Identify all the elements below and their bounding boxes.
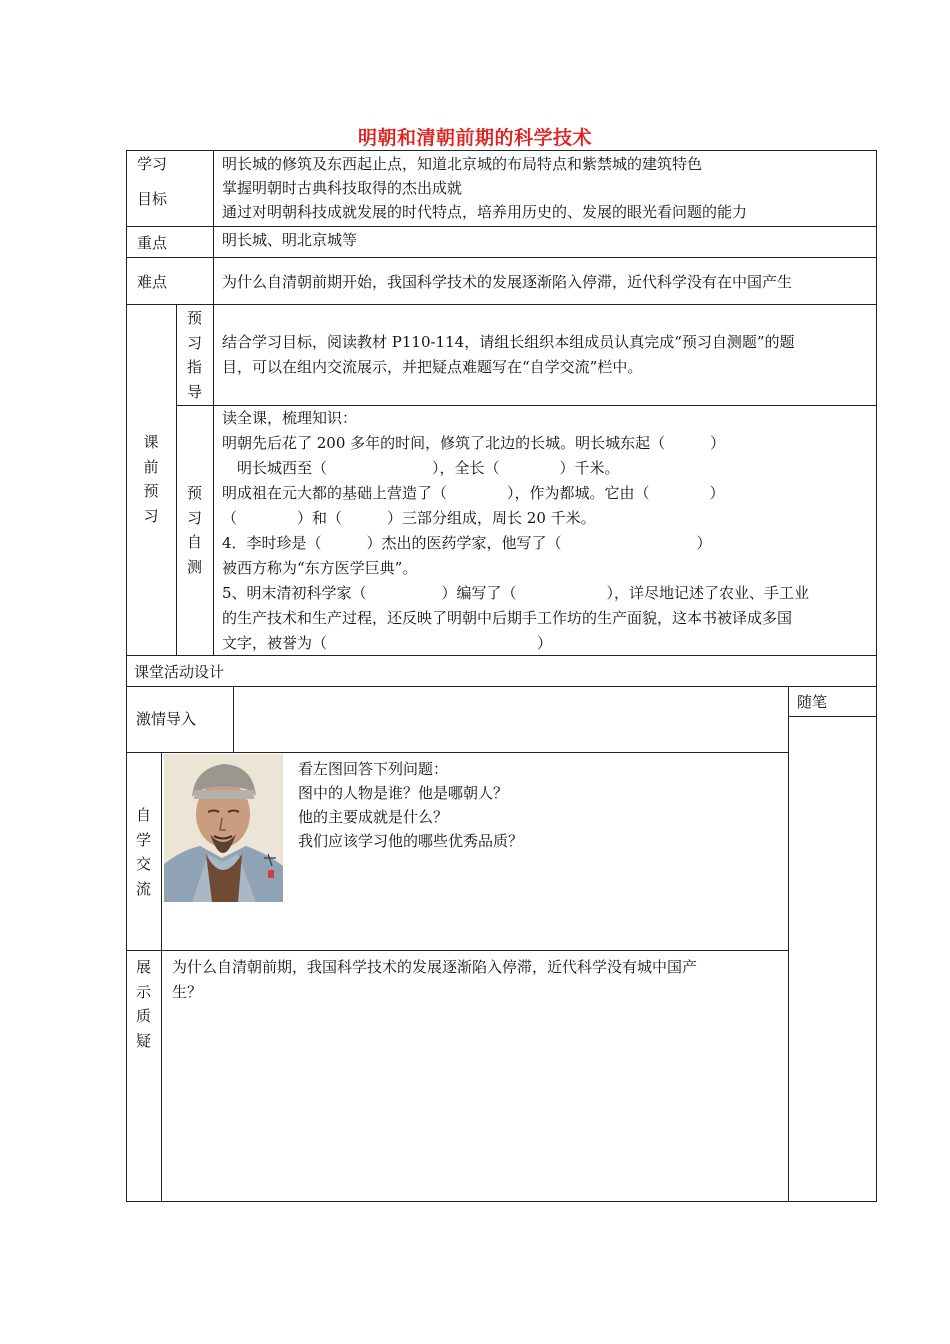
key-points-text: 明长城、明北京城等 [222, 231, 358, 249]
display-label: 展 示 质 疑 [135, 958, 151, 1050]
notes-label: 随笔 [797, 693, 828, 711]
display-question: 为什么自清朝前期，我国科学技术的发展逐渐陷入停滞，近代科学没有城中国产 [172, 958, 698, 976]
objectives-label-2: 目标 [137, 190, 168, 208]
exchange-question: 图中的人物是谁？他是哪朝人？ [298, 784, 509, 802]
self-test-line: 4．李时珍是（ ）杰出的医药学家，他写了（ ） [222, 534, 712, 552]
self-test-label: 预 习 自 测 [186, 484, 202, 576]
self-test-line: 明成祖在元大都的基础上营造了（ ），作为都城。它由（ ） [222, 484, 725, 502]
activity-header: 课堂活动设计 [134, 663, 225, 681]
objective-line: 明长城的修筑及东西起止点，知道北京城的布局特点和紫禁城的建筑特色 [222, 155, 703, 173]
exchange-label: 自 学 交 流 [135, 806, 151, 898]
objective-line: 通过对明朝科技成就发展的时代特点，培养用历史的、发展的眼光看问题的能力 [222, 203, 748, 221]
exchange-question: 看左图回答下列问题： [298, 760, 449, 778]
guide-line: 结合学习目标，阅读教材 P110-114，请组长组织本组成员认真完成“预习自测题”的题 [222, 333, 795, 351]
guide-label: 预 习 指 导 [186, 309, 202, 401]
self-test-line: 文字，被誉为（ ） [222, 634, 553, 652]
page-title: 明朝和清朝前期的科学技术 [357, 127, 592, 149]
intro-label: 激情导入 [136, 710, 197, 728]
self-test-line: 读全课，梳理知识： [222, 409, 358, 427]
preview-label: 课 前 预 习 [143, 433, 159, 525]
self-test-line: 的生产技术和生产过程，还反映了明朝中后期手工作坊的生产面貌，这本书被译成多国 [222, 609, 793, 627]
self-test-line: 被西方称为“东方医学巨典”。 [222, 559, 418, 577]
self-test-line: 5、明末清初科学家（ ）编写了（ ），详尽地记述了农业、手工业 [222, 584, 810, 602]
self-test-line: 明长城西至（ ），全长（ ）千米。 [222, 459, 620, 477]
self-test-line: 明朝先后花了 200 多年的时间，修筑了北边的长城。明长城东起（ ） [222, 434, 726, 452]
portrait-image [164, 754, 283, 902]
exchange-question: 他的主要成就是什么？ [298, 808, 449, 826]
difficulties-label: 难点 [137, 273, 168, 291]
self-test-line: （ ）和（ ）三部分组成，周长 20 千米。 [222, 509, 596, 527]
exchange-question: 我们应该学习他的哪些优秀品质？ [298, 832, 524, 850]
display-question: 生？ [172, 983, 203, 1001]
objectives-label-1: 学习 [137, 155, 168, 173]
guide-line: 目，可以在组内交流展示，并把疑点难题写在“自学交流”栏中。 [222, 358, 643, 376]
objective-line: 掌握明朝时古典科技取得的杰出成就 [222, 179, 463, 197]
key-points-label: 重点 [137, 234, 168, 252]
difficulties-text: 为什么自清朝前期开始，我国科学技术的发展逐渐陷入停滞，近代科学没有在中国产生 [222, 273, 793, 291]
